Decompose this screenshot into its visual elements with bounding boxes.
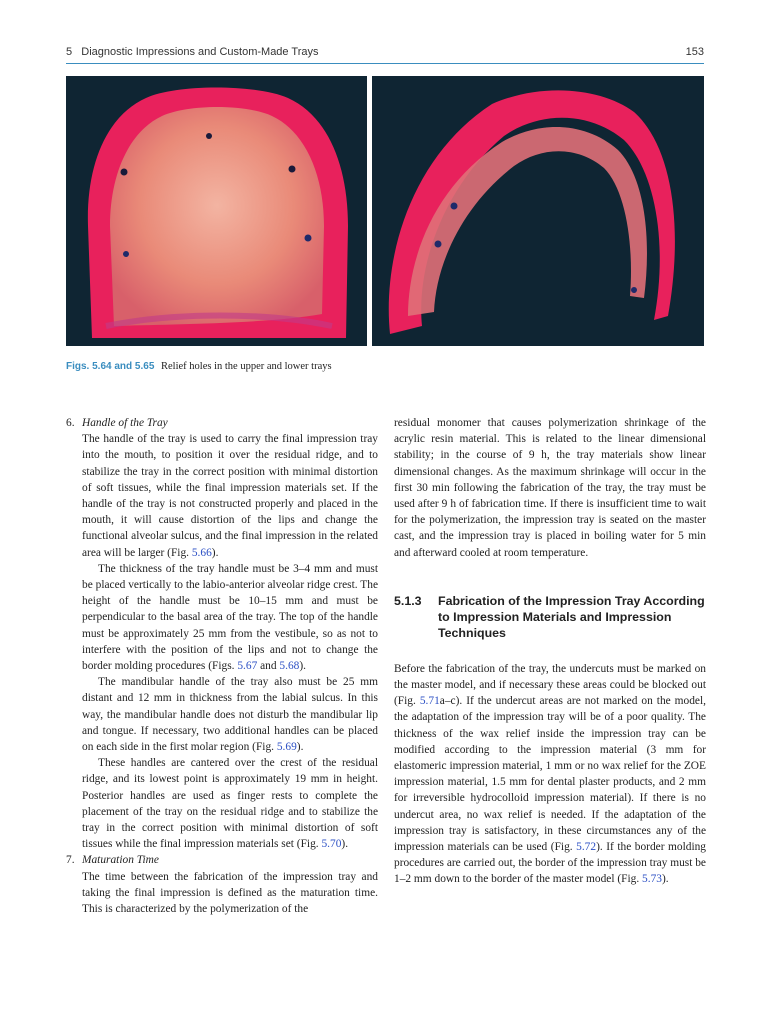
figure-lower-tray-photo xyxy=(372,76,704,346)
figure-link[interactable]: 5.71 xyxy=(419,695,440,708)
section-heading xyxy=(394,593,706,641)
list-item-handle xyxy=(66,415,378,852)
right-column xyxy=(394,415,706,888)
figure-link[interactable]: 5.70 xyxy=(321,838,342,851)
list-number: 6. xyxy=(66,417,75,429)
section-title: Fabrication of the Impression Tray According to Impression Materials and Impression Techniques xyxy=(438,593,705,640)
paragraph: These handles are cantered over the crest of the residual ridge, and its lowest point is approximately 19 mm in height. Posterior handles are used as finger rests to complete the placement of the tray on the residual ridge and to stabilize the tray in the correct position with minimal distortion of soft tissues while the final impression materials set (Fig. 5.70). xyxy=(82,757,378,851)
figure-caption-text: Relief holes in the upper and lower trays xyxy=(161,361,332,372)
paragraph: Before the fabrication of the tray, the undercuts must be marked on the master model, and if necessary these areas could be blocked out (Fig. 5.71a–c). If the undercut areas are not marked on the model, the adaptation of the impression tray will be of a poor quality. The thickness of the wax relief inside the impression tray can be modified according to the impression material (3 mm for elastomeric impression material, 1 mm or no wax relief for the ZOE impression material, 1.5 mm for dental plaster products, and 2 mm for irreversible hydrocolloid impression material). If there is no undercut area, no wax relief is needed. If the adaptation of the impression tray is satisfactory, in these circumstances any of the impression materials can be used (Fig. 5.72). If the border molding procedures are carried out, the border of the impression tray must be 1–2 mm down to the border of the master model (Fig. 5.73). xyxy=(394,662,706,886)
paragraph: The time between the fabrication of the impression tray and taking the final impression is defined as the maturation time. This is characterized by the polymerization of the xyxy=(82,870,378,916)
list-item-title: Handle of the Tray xyxy=(82,417,168,429)
list-item-title: Maturation Time xyxy=(82,854,159,867)
figure-caption xyxy=(66,361,706,372)
list-item-maturation xyxy=(66,852,378,917)
list-number: 7. xyxy=(66,854,75,867)
header-rule xyxy=(66,63,704,64)
figure-link[interactable]: 5.67 xyxy=(237,660,258,673)
paragraph: The handle of the tray is used to carry the final impression tray into the mouth, to position it over the residual ridge, and to stabilize the tray in the correct position with minimal distortion of soft tissues, while the final impression materials set. If the handle of the tray is not constructed properly and placed in the mouth, it will cause distortion of the lips and change the functional alveolar sulcus, and the final impression in the related area will be larger (Fig. 5.66). xyxy=(82,433,378,559)
figure-link[interactable]: 5.66 xyxy=(191,546,212,559)
page-number: 153 xyxy=(685,46,704,58)
figure-link[interactable]: 5.68 xyxy=(279,660,300,673)
paragraph: The thickness of the tray handle must be 3–4 mm and must be placed vertically to the labio-anterior alveolar ridge crest. The height of the handle must be 10–15 mm and must be perpendicular to the basal area of the tray. The top of the handle must be approximately 25 mm from the vestibule, so as not to interfere with the position of the lips and not to change the border molding procedures (Figs. 5.67 and 5.68). xyxy=(82,562,378,673)
figure-label: Figs. 5.64 and 5.65 xyxy=(66,361,155,372)
figure-link[interactable]: 5.72 xyxy=(576,841,597,854)
figure-link[interactable]: 5.69 xyxy=(276,741,297,754)
figure-link[interactable]: 5.73 xyxy=(642,873,662,886)
chapter-title: 5 Diagnostic Impressions and Custom-Made Trays xyxy=(66,46,319,58)
left-column xyxy=(66,415,378,917)
figure-upper-tray-photo xyxy=(66,76,367,346)
running-header xyxy=(66,44,704,64)
paragraph: residual monomer that causes polymerization shrinkage of the acrylic resin material. This is related to the linear dimensional stability; in the course of 9 h, the tray materials show linear dimensional changes. As the maximum shrinkage will occur in the first 30 min following the fabrication of the tray, the tray must be used after 9 h of fabrication time. If there is insufficient time to wait for the polymerization, the impression tray is seated on the master cast, and the impression tray is placed in boiling water for 5 min and afterward cooled at room temperature. xyxy=(394,417,706,559)
section-number: 5.1.3 xyxy=(394,593,422,608)
paragraph: The mandibular handle of the tray also must be 25 mm distant and 12 mm in thickness from the labial sulcus. In this way, the mandibular handle does not disturb the mandibular lip and tongue. If necessary, two additional handles can be placed on each side in the first molar region (Fig. 5.69). xyxy=(82,676,378,754)
